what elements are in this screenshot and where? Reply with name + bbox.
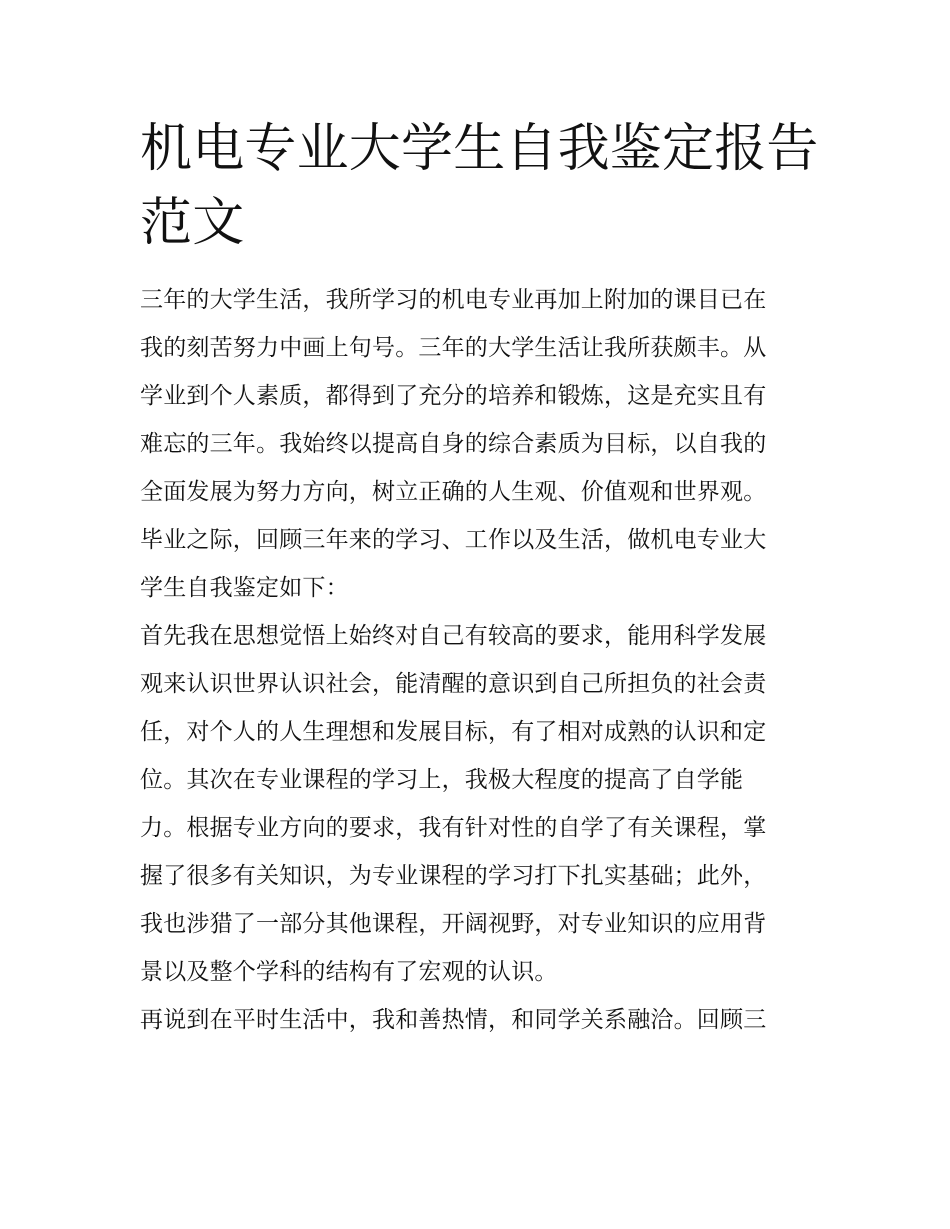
text-line: 握了很多有关知识，为专业课程的学习打下扎实基础；此外， <box>140 863 767 889</box>
document-body <box>140 276 830 1044</box>
text-line: 任，对个人的人生理想和发展目标，有了相对成熟的认识和定 <box>140 719 767 745</box>
paragraph <box>140 996 830 1044</box>
text-line: 再说到在平时生活中，我和善热情，和同学关系融洽。回顾三 <box>140 1007 767 1033</box>
title-line: 范文 <box>140 193 245 253</box>
text-line: 学生自我鉴定如下： <box>140 575 349 601</box>
text-line: 全面发展为努力方向，树立正确的人生观、价值观和世界观。 <box>140 479 767 505</box>
paragraph <box>140 516 830 612</box>
text-line: 首先我在思想觉悟上始终对自己有较高的要求，能用科学发展 <box>140 623 767 649</box>
text-line: 景以及整个学科的结构有了宏观的认识。 <box>140 959 558 985</box>
document-title <box>140 112 830 260</box>
text-line: 学业到个人素质，都得到了充分的培养和锻炼，这是充实且有 <box>140 383 767 409</box>
paragraph <box>140 276 830 516</box>
text-line: 难忘的三年。我始终以提高自身的综合素质为目标，以自我的 <box>140 431 767 457</box>
paragraph <box>140 612 830 996</box>
text-line: 观来认识世界认识社会，能清醒的意识到自己所担负的社会责 <box>140 671 767 697</box>
text-line: 我的刻苦努力中画上句号。三年的大学生活让我所获颇丰。从 <box>140 335 767 361</box>
text-line: 我也涉猎了一部分其他课程，开阔视野，对专业知识的应用背 <box>140 911 767 937</box>
title-line: 机电专业大学生自我鉴定报告 <box>140 119 819 179</box>
text-line: 位。其次在专业课程的学习上，我极大程度的提高了自学能 <box>140 767 744 793</box>
text-line: 力。根据专业方向的要求，我有针对性的自学了有关课程，掌 <box>140 815 767 841</box>
text-line: 毕业之际，回顾三年来的学习、工作以及生活，做机电专业大 <box>140 527 767 553</box>
text-line: 三年的大学生活，我所学习的机电专业再加上附加的课目已在 <box>140 287 767 313</box>
